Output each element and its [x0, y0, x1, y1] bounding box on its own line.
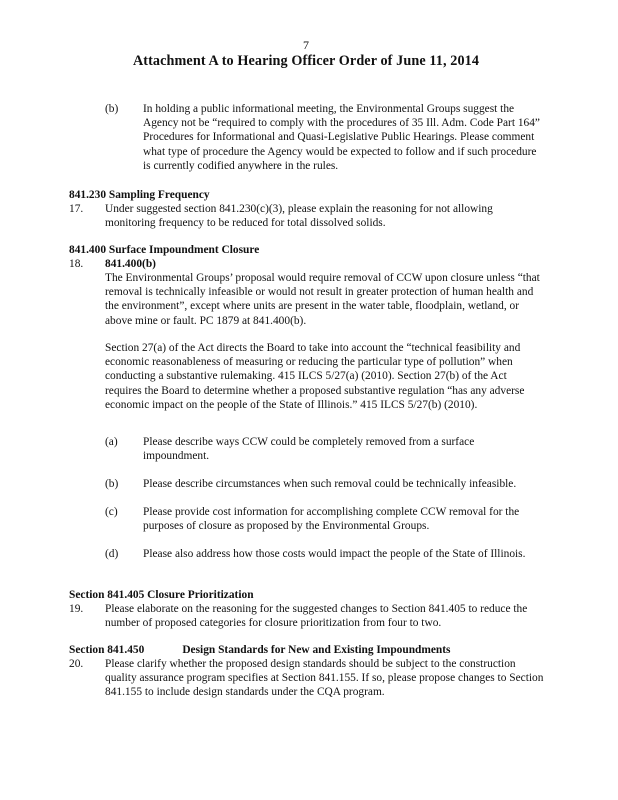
question-20-text: Please clarify whether the proposed design standards should be subject to the construction quality assurance program specifies at Section 841.155. If so, please propose changes to Section 841.155 to include design standards under the CQA program.: [105, 658, 544, 699]
question-18-paragraph-2: Section 27(a) of the Act directs the Board to take into account the “technical feasibility and economic reasonableness of measuring or reducing the particular type of pollution” when conducting a substantive rulemaking. 415 ILCS 5/27(a) (2010). Section 27(b) of the Act requires the Board to determine whether a proposed substantive regulation “has any adverse economic impact on the people of the State of Illinois.” 415 ILCS 5/27(b) (2010).: [105, 342, 525, 411]
section-450-title: Design Standards for New and Existing Impoundments: [182, 644, 451, 656]
sub-b-label: (b): [105, 478, 119, 490]
sub-c-text: Please provide cost information for accomplishing complete CCW removal for the purposes of closure as proposed by the Environmental Groups.: [143, 506, 520, 533]
question-17-text: Under suggested section 841.230(c)(3), please explain the reasoning for not allowing monitoring frequency to be reduced for total dissolved solids.: [105, 203, 493, 230]
section-450-heading: [69, 643, 450, 657]
item-b-text: In holding a public informational meeting, the Environmental Groups suggest the Agency not be “required to comply with the procedures of 35 Ill. Adm. Code Part 164” Procedures for Informational and Quasi-Legislative Public Hearings. Please comment what type of procedure the Agency would be expected to follow and if such procedure is currently codified anywhere in the rules.: [143, 103, 540, 172]
sub-b-text: Please describe circumstances when such removal could be technically infeasible.: [143, 478, 517, 490]
question-19-number: 19.: [69, 603, 84, 615]
sub-d-label: (d): [105, 548, 119, 560]
question-18-paragraph-1: The Environmental Groups’ proposal would require removal of CCW upon closure unless “that removal is technically infeasible or would not result in greater protection of human health and the environment”, except where units are present in the water table, floodplain, wetland, or above mine or fault. PC 1879 at 841.400(b).: [105, 272, 540, 327]
item-b-label: (b): [105, 103, 119, 115]
page-number: 7: [303, 38, 309, 52]
section-450-number: Section 841.450: [69, 644, 145, 656]
sub-c-label: (c): [105, 506, 118, 518]
sub-d-text: Please also address how those costs would impact the people of the State of Illinois.: [143, 548, 526, 560]
section-405-heading: Section 841.405 Closure Prioritization: [69, 589, 254, 601]
question-18-subheading: 841.400(b): [105, 258, 156, 270]
question-20-number: 20.: [69, 658, 84, 670]
section-230-heading: 841.230 Sampling Frequency: [69, 189, 210, 201]
question-19-text: Please elaborate on the reasoning for the suggested changes to Section 841.405 to reduce the number of proposed categories for closure prioritization from four to two.: [105, 603, 528, 630]
section-400-heading: 841.400 Surface Impoundment Closure: [69, 244, 260, 256]
sub-a-text: Please describe ways CCW could be completely removed from a surface impoundment.: [143, 436, 475, 463]
question-18-number: 18.: [69, 258, 84, 270]
question-17-number: 17.: [69, 203, 84, 215]
page-title: Attachment A to Hearing Officer Order of June 11, 2014: [132, 53, 480, 69]
sub-a-label: (a): [105, 436, 118, 448]
